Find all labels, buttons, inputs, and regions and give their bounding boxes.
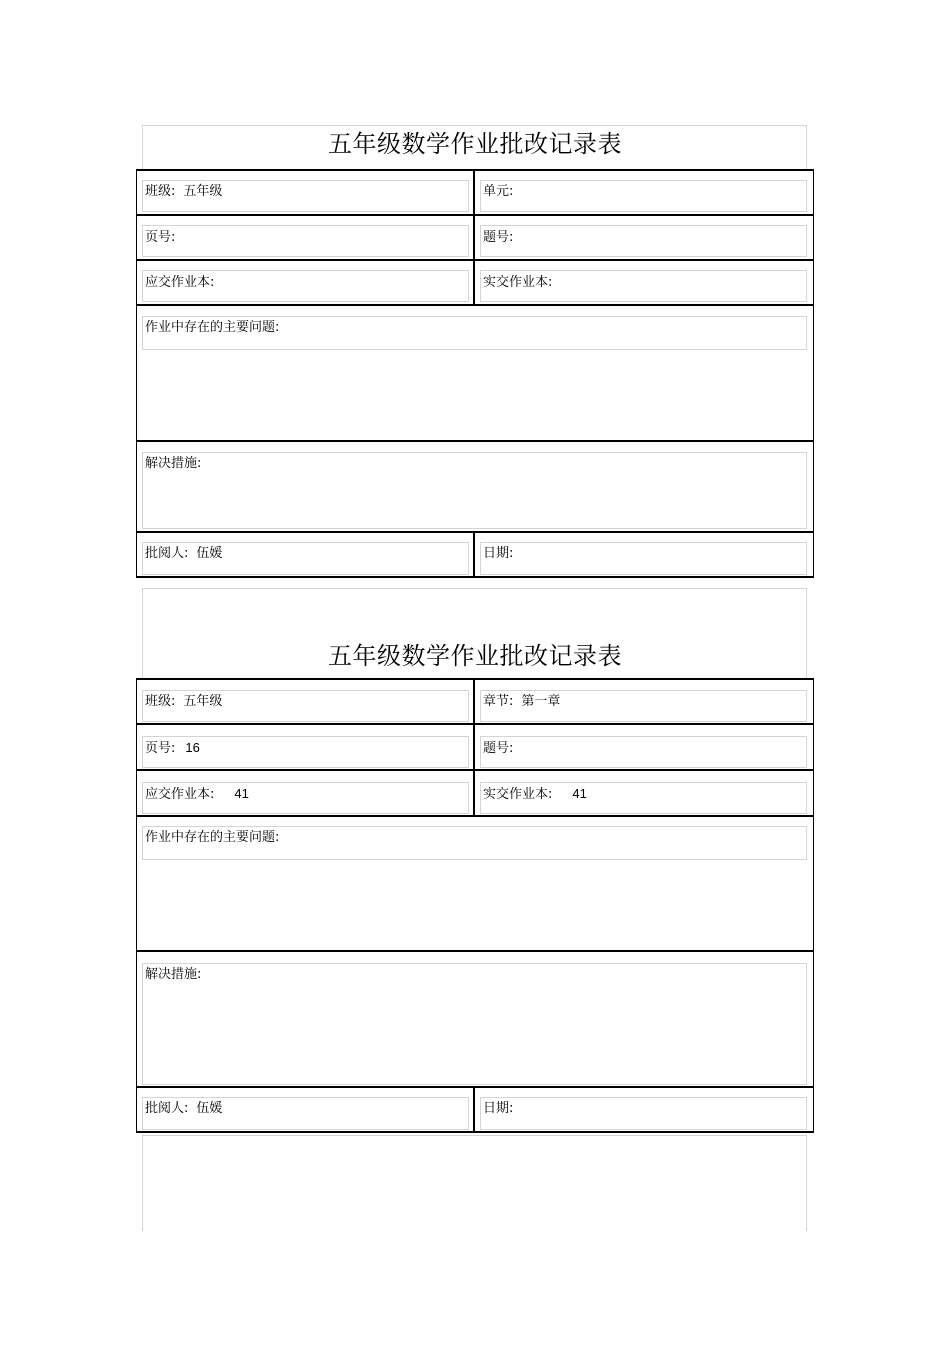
problems-label: 作业中存在的主要问题:	[145, 830, 280, 845]
class-label: 班级: 五年级	[145, 184, 223, 199]
class-label: 班级: 五年级	[145, 694, 223, 709]
date-field[interactable]	[480, 542, 807, 575]
due-field[interactable]	[142, 782, 469, 814]
question-label: 题号:	[483, 230, 514, 245]
question-field[interactable]	[480, 736, 807, 768]
rule	[136, 678, 814, 680]
submitted-field[interactable]	[480, 782, 807, 814]
chapter-label: 章节: 第一章	[483, 694, 561, 709]
submitted-label: 实交作业本:	[483, 275, 553, 290]
submitted-label: 实交作业本: 41	[483, 786, 587, 802]
rule	[136, 304, 814, 306]
reviewer-field[interactable]	[142, 1097, 469, 1130]
rule	[136, 169, 814, 171]
divider	[473, 169, 475, 304]
solutions-label: 解决措施:	[145, 967, 202, 982]
date-field[interactable]	[480, 1097, 807, 1130]
solutions-label: 解决措施:	[145, 456, 202, 471]
page-field[interactable]	[142, 736, 469, 768]
problems-field[interactable]	[142, 826, 807, 860]
chapter-field[interactable]	[480, 690, 807, 722]
submitted-field[interactable]	[480, 270, 807, 302]
divider	[473, 678, 475, 815]
due-field[interactable]	[142, 270, 469, 302]
page-value: 16	[185, 740, 200, 755]
reviewer-label: 批阅人: 伍媛	[145, 1101, 223, 1116]
class-field[interactable]	[142, 690, 469, 722]
reviewer-label: 批阅人: 伍媛	[145, 546, 223, 561]
reviewer-field[interactable]	[142, 542, 469, 575]
chapter-value: 第一章	[521, 694, 561, 709]
due-value: 41	[234, 786, 249, 801]
due-label: 应交作业本: 41	[145, 786, 249, 802]
date-label: 日期:	[483, 1101, 514, 1116]
problems-field[interactable]	[142, 316, 807, 350]
unit-field[interactable]	[480, 180, 807, 212]
next-form-frame	[142, 1135, 807, 1231]
rule	[136, 531, 814, 533]
question-label: 题号:	[483, 741, 514, 756]
question-field[interactable]	[480, 225, 807, 257]
form-title: 五年级数学作业批改记录表	[328, 130, 622, 158]
page-field[interactable]	[142, 225, 469, 257]
rule	[136, 440, 814, 442]
page-label: 页号: 16	[145, 740, 200, 756]
class-value: 五年级	[183, 694, 223, 709]
solutions-field[interactable]	[142, 452, 807, 529]
rule	[136, 1131, 814, 1133]
reviewer-value: 伍媛	[196, 1101, 223, 1116]
due-label: 应交作业本:	[145, 275, 215, 290]
form-title: 五年级数学作业批改记录表	[328, 642, 622, 670]
class-field[interactable]	[142, 180, 469, 212]
rule	[136, 950, 814, 952]
reviewer-value: 伍媛	[196, 546, 223, 561]
rule	[136, 815, 814, 817]
submitted-value: 41	[572, 786, 587, 801]
rule	[136, 259, 814, 261]
solutions-field[interactable]	[142, 963, 807, 1085]
rule	[136, 1086, 814, 1088]
page-label: 页号:	[145, 230, 176, 245]
rule	[136, 769, 814, 771]
problems-label: 作业中存在的主要问题:	[145, 320, 280, 335]
divider	[473, 531, 475, 576]
unit-label: 单元:	[483, 184, 514, 199]
divider	[473, 1086, 475, 1131]
date-label: 日期:	[483, 546, 514, 561]
class-value: 五年级	[183, 184, 223, 199]
rule	[136, 723, 814, 725]
rule	[136, 576, 814, 578]
rule	[136, 214, 814, 216]
